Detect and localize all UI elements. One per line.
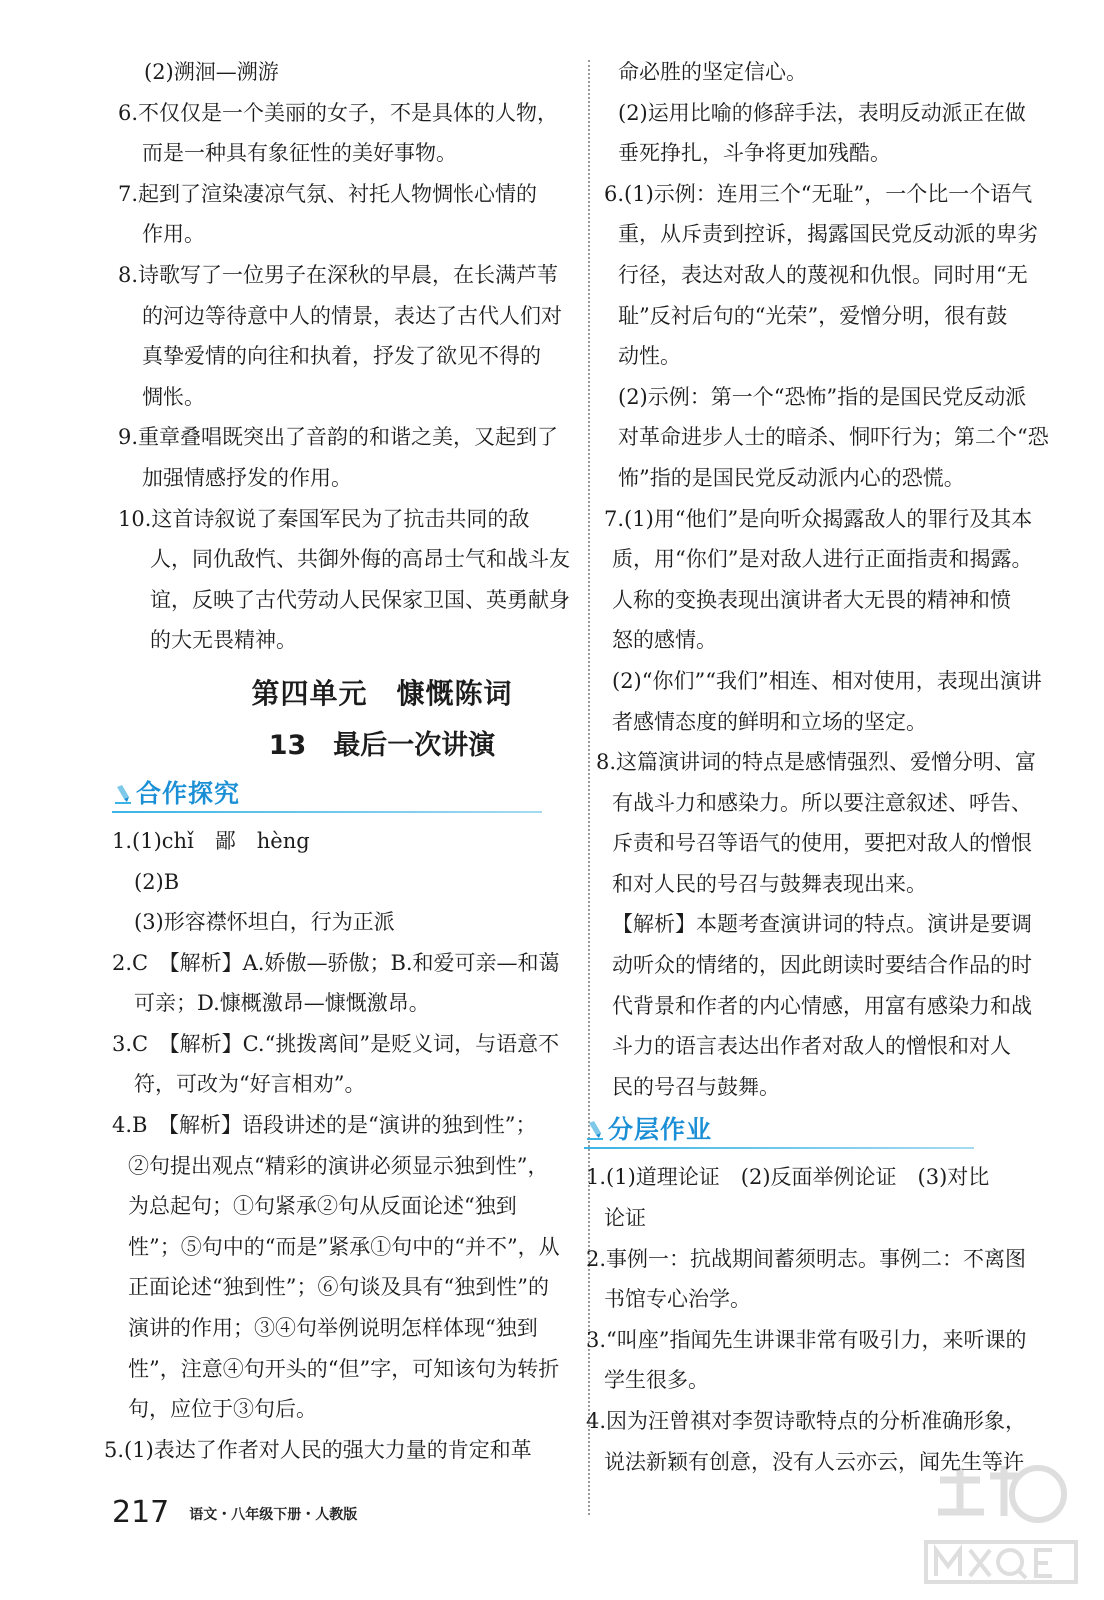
- answer-line: 有战斗力和感染力。所以要注意叙述、呼告、: [612, 790, 1032, 815]
- answer-line: 6.(1)示例：连用三个“无耻”，一个比一个语气: [604, 181, 1033, 206]
- answer-line: 【解析】本题考查演讲词的特点。演讲是要调: [612, 912, 1032, 937]
- answer-line: 句，应位于③句后。: [128, 1397, 317, 1422]
- answer-line: 惆怅。: [142, 384, 205, 409]
- answer-line: (2)运用比喻的修辞手法，表明反动派正在做: [618, 100, 1026, 125]
- unit-heading: 第四单元 慷慨陈词: [251, 676, 513, 710]
- answer-line: 斥责和号召等语气的使用，要把对敌人的憎恨: [612, 831, 1032, 856]
- answer-line: 7.(1)用“他们”是向听众揭露敌人的罪行及其本: [604, 506, 1033, 531]
- answer-block-poetry: [112, 52, 572, 661]
- section-title: 分层作业: [608, 1115, 713, 1145]
- answer-line: 学生很多。: [604, 1368, 709, 1393]
- answer-line: 10.这首诗叙说了秦国军民为了抗击共同的敌: [118, 506, 530, 531]
- answer-line: 说法新颖有创意，没有人云亦云，闻先生等许: [604, 1449, 1024, 1474]
- answer-line: 谊，反映了古代劳动人民保家卫国、英勇献身: [150, 587, 570, 612]
- answer-line: 作用。: [142, 222, 205, 247]
- answer-line: 3.C 【解析】C.“挑拨离间”是贬义词，与语意不: [112, 1031, 560, 1056]
- answer-line: 和对人民的号召与鼓舞表现出来。: [612, 871, 927, 896]
- answer-line: 斗力的语言表达出作者对敌人的憎恨和对人: [612, 1034, 1011, 1059]
- answer-line: 真挚爱情的向往和执着，抒发了欲见不得的: [142, 344, 541, 369]
- answer-line: 加强情感抒发的作用。: [142, 465, 352, 490]
- page-number: 217: [112, 1495, 170, 1530]
- answer-line: 行径，表达对敌人的蔑视和仇恨。同时用“无: [618, 262, 1028, 287]
- watermark-logo: [920, 1450, 1080, 1590]
- answer-line: 动听众的情绪的，因此朗读时要结合作品的时: [612, 953, 1032, 978]
- answer-line: (2)溯洄—溯游: [144, 60, 279, 84]
- answer-line: 者感情态度的鲜明和立场的坚定。: [612, 709, 927, 734]
- answer-line: 性”，注意④句开头的“但”字，可知该句为转折: [128, 1356, 560, 1381]
- answer-line: 1.(1)chǐ 鄙 hèng: [112, 828, 310, 853]
- answer-line: 8.诗歌写了一位男子在深秋的早晨，在长满芦苇: [118, 262, 559, 287]
- answer-line: 论证: [604, 1206, 646, 1231]
- pencil-marker-icon: [586, 1119, 604, 1141]
- answer-line: 5.(1)表达了作者对人民的强大力量的肯定和革: [104, 1437, 532, 1462]
- answer-line: 4.因为汪曾祺对李贺诗歌特点的分析准确形象，: [586, 1409, 1027, 1433]
- column-divider: [588, 60, 590, 1515]
- answer-line: ②句提出观点“精彩的演讲必须显示独到性”，: [128, 1153, 549, 1178]
- answer-line: 怒的感情。: [612, 628, 717, 653]
- answer-line: 耻”反衬后句的“光荣”，爱憎分明，很有鼓: [618, 303, 1008, 328]
- answer-line: 可亲；D.慷概激昂—慷慨激昂。: [134, 991, 430, 1016]
- answer-line: (2)“你们”“我们”相连、相对使用，表现出演讲: [612, 668, 1042, 693]
- lesson-heading: 13 最后一次讲演: [268, 729, 496, 761]
- answer-line: 3.“叫座”指闻先生讲课非常有吸引力，来听课的: [586, 1327, 1027, 1352]
- answer-line: 代背景和作者的内心情感，用富有感染力和战: [612, 993, 1032, 1018]
- book-info: 语文・八年级下册・人教版: [189, 1507, 358, 1523]
- section-title: 合作探究: [136, 778, 241, 808]
- answer-line: (3)形容襟怀坦白，行为正派: [134, 910, 395, 935]
- answer-line: 2.事例一：抗战期间蓄须明志。事例二：不离图: [586, 1246, 1027, 1271]
- answer-line: 7.起到了渲染凄凉气氛、衬托人物惆怅心情的: [118, 181, 538, 206]
- answer-line: 民的号召与鼓舞。: [612, 1074, 780, 1099]
- answer-line: 人称的变换表现出演讲者大无畏的精神和愤: [612, 587, 1011, 612]
- answer-line: 2.C 【解析】A.娇傲—骄傲；B.和爱可亲—和蔼: [112, 950, 560, 975]
- answer-line: 动性。: [618, 344, 681, 369]
- answer-line: 质，用“你们”是对敌人进行正面指责和揭露。: [612, 547, 1033, 572]
- answer-line: 正面论述“独到性”；⑥句谈及具有“独到性”的: [128, 1275, 549, 1300]
- answer-line: 为总起句；①句紧承②句从反面论述“独到: [128, 1194, 517, 1219]
- section-header-cooperative-inquiry: [112, 775, 572, 815]
- answer-block-cooperative: [104, 821, 572, 1471]
- answer-line: 6.不仅仅是一个美丽的女子，不是具体的人物，: [118, 100, 559, 125]
- pencil-marker-icon: [114, 783, 132, 805]
- answer-line: 重，从斥责到控诉，揭露国民党反动派的卑劣: [618, 222, 1038, 247]
- answer-line: 命必胜的坚定信心。: [618, 60, 807, 84]
- answer-line: 书馆专心治学。: [604, 1287, 751, 1312]
- section-rule: [112, 811, 542, 813]
- answer-line: 演讲的作用；③④句举例说明怎样体现“独到: [128, 1316, 538, 1341]
- answer-line: 垂死挣扎，斗争将更加残酷。: [618, 141, 891, 166]
- answer-line: 人，同仇敌忾、共御外侮的高昂士气和战斗友: [150, 547, 570, 572]
- answer-line: 的河边等待意中人的情景，表达了古代人们对: [142, 303, 562, 328]
- right-column: [586, 52, 1049, 1482]
- answer-block-speech: [596, 52, 1049, 1107]
- answer-line: 4.B 【解析】语段讲述的是“演讲的独到性”；: [112, 1113, 537, 1138]
- answer-line: 符，可改为“好言相劝”。: [134, 1072, 366, 1097]
- answer-line: 1.(1)道理论证 (2)反面举例论证 (3)对比: [586, 1165, 990, 1190]
- answer-line: 的大无畏精神。: [150, 628, 297, 653]
- answer-line: 而是一种具有象征性的美好事物。: [142, 141, 457, 166]
- answer-line: 性”；⑤句中的“而是”紧承①句中的“并不”，从: [128, 1234, 560, 1259]
- section-rule: [584, 1147, 974, 1149]
- answer-line: 9.重章叠唱既突出了音韵的和谐之美，又起到了: [118, 425, 559, 450]
- answer-line: 对革命进步人士的暗杀、恫吓行为；第二个“恐: [618, 425, 1049, 450]
- answer-line: 怖”指的是国民党反动派内心的恐慌。: [618, 465, 965, 490]
- answer-line: 8.这篇演讲词的特点是感情强烈、爱憎分明、富: [596, 750, 1037, 775]
- answer-line: (2)示例：第一个“恐怖”指的是国民党反动派: [618, 384, 1027, 409]
- page-footer: [112, 1486, 357, 1530]
- left-column: [104, 52, 572, 1470]
- answer-line: (2)B: [134, 869, 180, 894]
- answer-block-layered: [586, 1157, 1036, 1482]
- section-header-layered-homework: [584, 1111, 1004, 1151]
